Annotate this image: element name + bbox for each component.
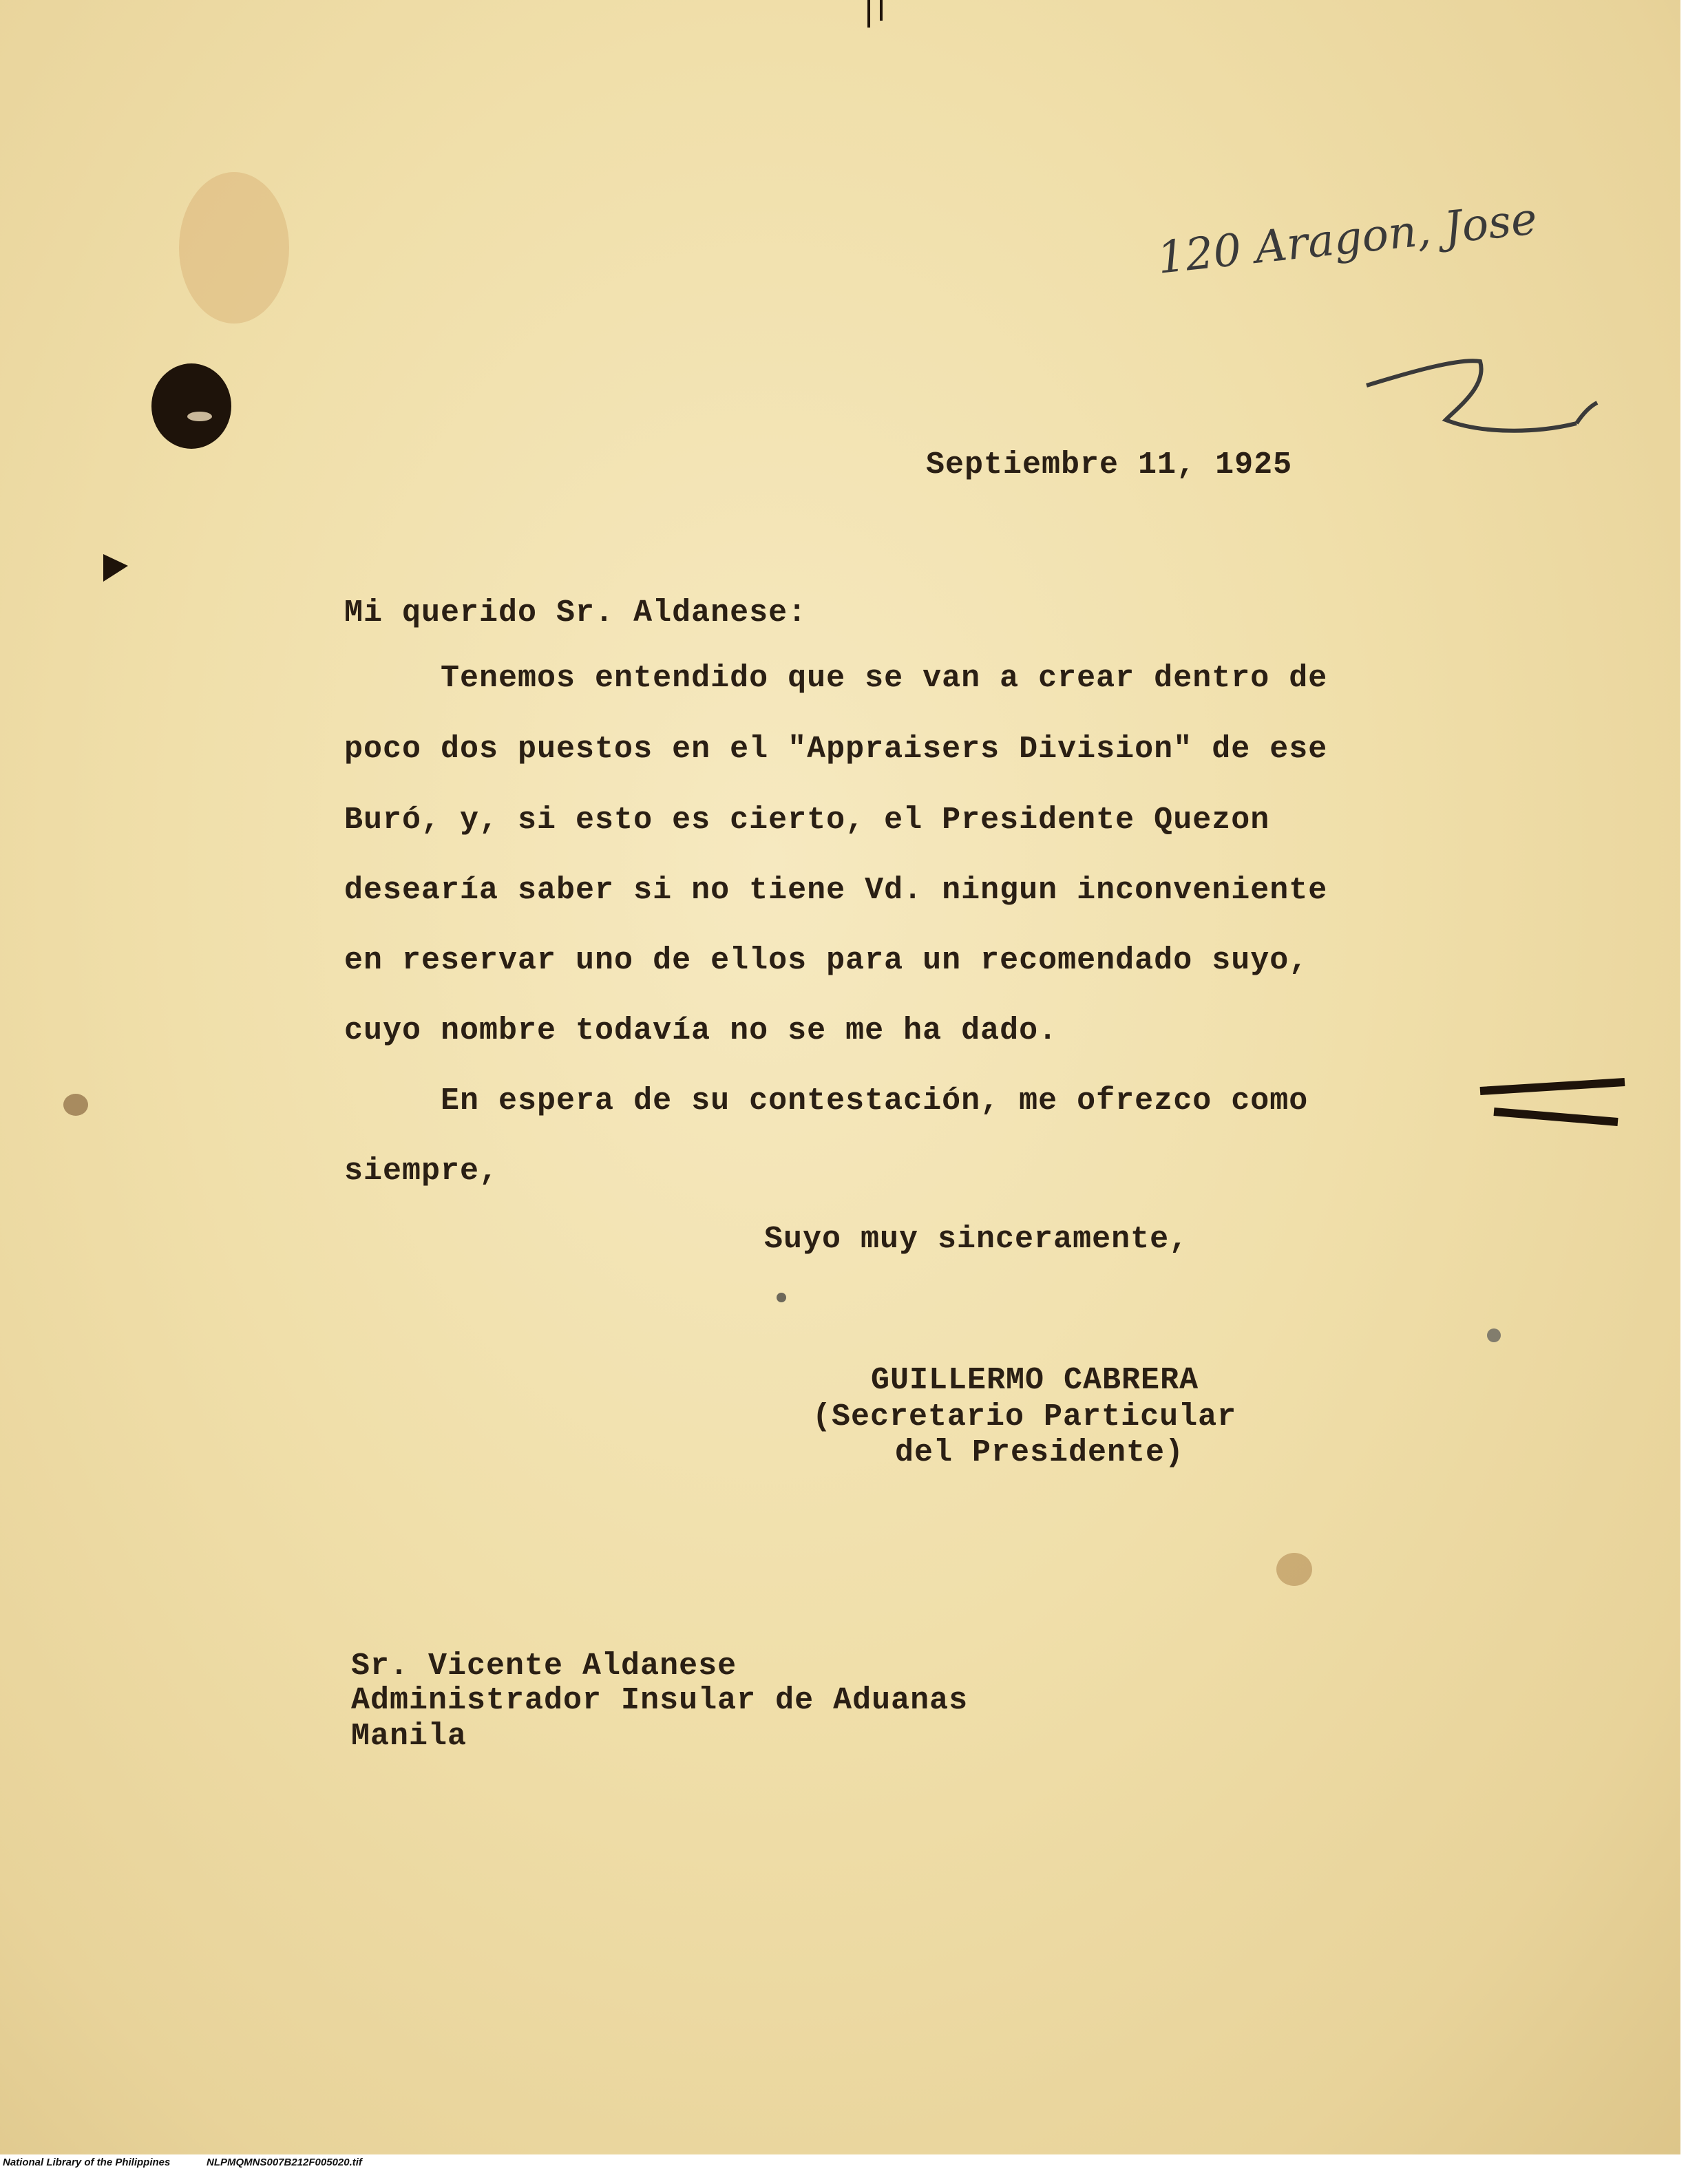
margin-mark [103,554,128,582]
body-line: poco dos puestos en el "Appraisers Division" de ese [344,732,1328,767]
handwritten-note: 120 Aragon, Jose [1155,193,1540,284]
stain-spot [1276,1553,1312,1586]
body-line: siempre, [344,1154,499,1189]
closing: Suyo muy sinceramente, [764,1222,1189,1257]
signature-name: GUILLERMO CABRERA [871,1363,1199,1398]
body-line: cuyo nombre todavía no se me ha dado. [344,1013,1058,1048]
signature-title: del Presidente) [895,1435,1185,1470]
body-line: desearía saber si no tiene Vd. ningun inconveniente [344,873,1328,908]
recipient-position: Administrador Insular de Aduanas [351,1683,969,1718]
stain-spot [63,1094,88,1116]
handwritten-paraph [1367,361,1597,430]
top-edge-mark [869,0,881,28]
body-line: Buró, y, si esto es cierto, el Presidente Quezon [344,803,1270,838]
footer-library: National Library of the Philippines [3,2157,171,2168]
recipient-city: Manila [351,1719,467,1754]
body-line: Tenemos entendido que se van a crear dentro de [344,661,1328,696]
letter-date: Septiembre 11, 1925 [926,447,1293,483]
body-line: En espera de su contestación, me ofrezco como [344,1083,1309,1119]
salutation: Mi querido Sr. Aldanese: [344,595,808,631]
footer-file-id: NLPMQMNS007B212F005020.tif [207,2157,362,2168]
stain-spot [777,1293,786,1302]
recipient-name: Sr. Vicente Aldanese [351,1649,737,1684]
scan-footer [0,2154,1708,2171]
stain-spot [1487,1328,1501,1342]
ink-blot-highlight [187,412,212,421]
stain-spot [179,172,289,324]
ink-blot [151,363,231,449]
body-line: en reservar uno de ellos para un recomendado suyo, [344,943,1309,978]
signature-title: (Secretario Particular [812,1399,1237,1434]
torn-edge-mark [1480,1082,1625,1122]
